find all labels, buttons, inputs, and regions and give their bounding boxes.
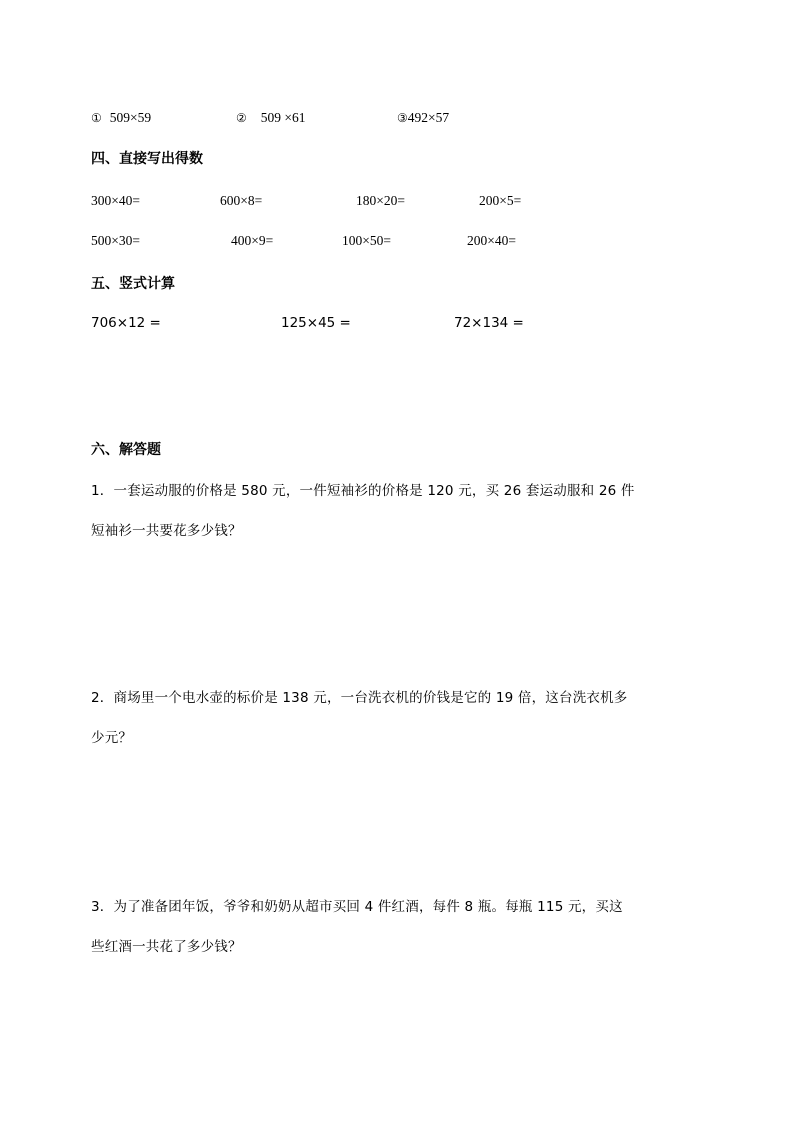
section-5-title: 五、竖式计算 <box>91 276 175 292</box>
oral-calc-item: 600×8= <box>220 193 263 208</box>
expression: 492×57 <box>407 110 450 125</box>
section-6-title: 六、解答题 <box>91 442 161 458</box>
expression: 509×59 <box>109 110 152 125</box>
section-4-title: 四、直接写出得数 <box>91 151 203 167</box>
circled-number-2: ② <box>236 111 247 125</box>
vertical-calc-item: 125×45 = <box>281 315 351 331</box>
word-problem-1 <box>91 471 711 551</box>
word-problem-2 <box>91 678 711 758</box>
expression: 509 ×61 <box>260 110 306 125</box>
problem-line: 3．为了准备团年饭，爷爷和奶奶从超市买回 4 件红酒，每件 8 瓶。每瓶 115 元，买这 <box>91 899 623 915</box>
oral-calc-item: 300×40= <box>91 193 140 208</box>
item-1 <box>91 110 151 126</box>
multiplication-row <box>91 110 511 130</box>
vertical-calc-row <box>91 315 551 335</box>
oral-calc-item: 200×40= <box>467 233 516 248</box>
circled-number-3: ③ <box>397 111 408 125</box>
oral-calc-row-1 <box>91 193 551 213</box>
vertical-calc-item: 72×134 = <box>454 315 524 331</box>
word-problem-3 <box>91 887 711 967</box>
oral-calc-item: 180×20= <box>356 193 405 208</box>
item-3 <box>397 110 449 126</box>
problem-line: 2．商场里一个电水壶的标价是 138 元，一台洗衣机的价钱是它的 19 倍，这台洗衣机多 <box>91 690 628 706</box>
problem-line: 短袖衫一共要花多少钱？ <box>91 523 242 539</box>
oral-calc-row-2 <box>91 233 551 253</box>
problem-line: 少元？ <box>91 730 133 746</box>
oral-calc-item: 500×30= <box>91 233 140 248</box>
oral-calc-item: 100×50= <box>342 233 391 248</box>
item-2 <box>236 110 306 126</box>
vertical-calc-item: 706×12 = <box>91 315 161 331</box>
circled-number-1: ① <box>91 111 102 125</box>
oral-calc-item: 400×9= <box>231 233 274 248</box>
oral-calc-item: 200×5= <box>479 193 522 208</box>
problem-line: 1．一套运动服的价格是 580 元，一件短袖衫的价格是 120 元，买 26 套运动服和 26 件 <box>91 483 635 499</box>
problem-line: 些红酒一共花了多少钱？ <box>91 939 242 955</box>
